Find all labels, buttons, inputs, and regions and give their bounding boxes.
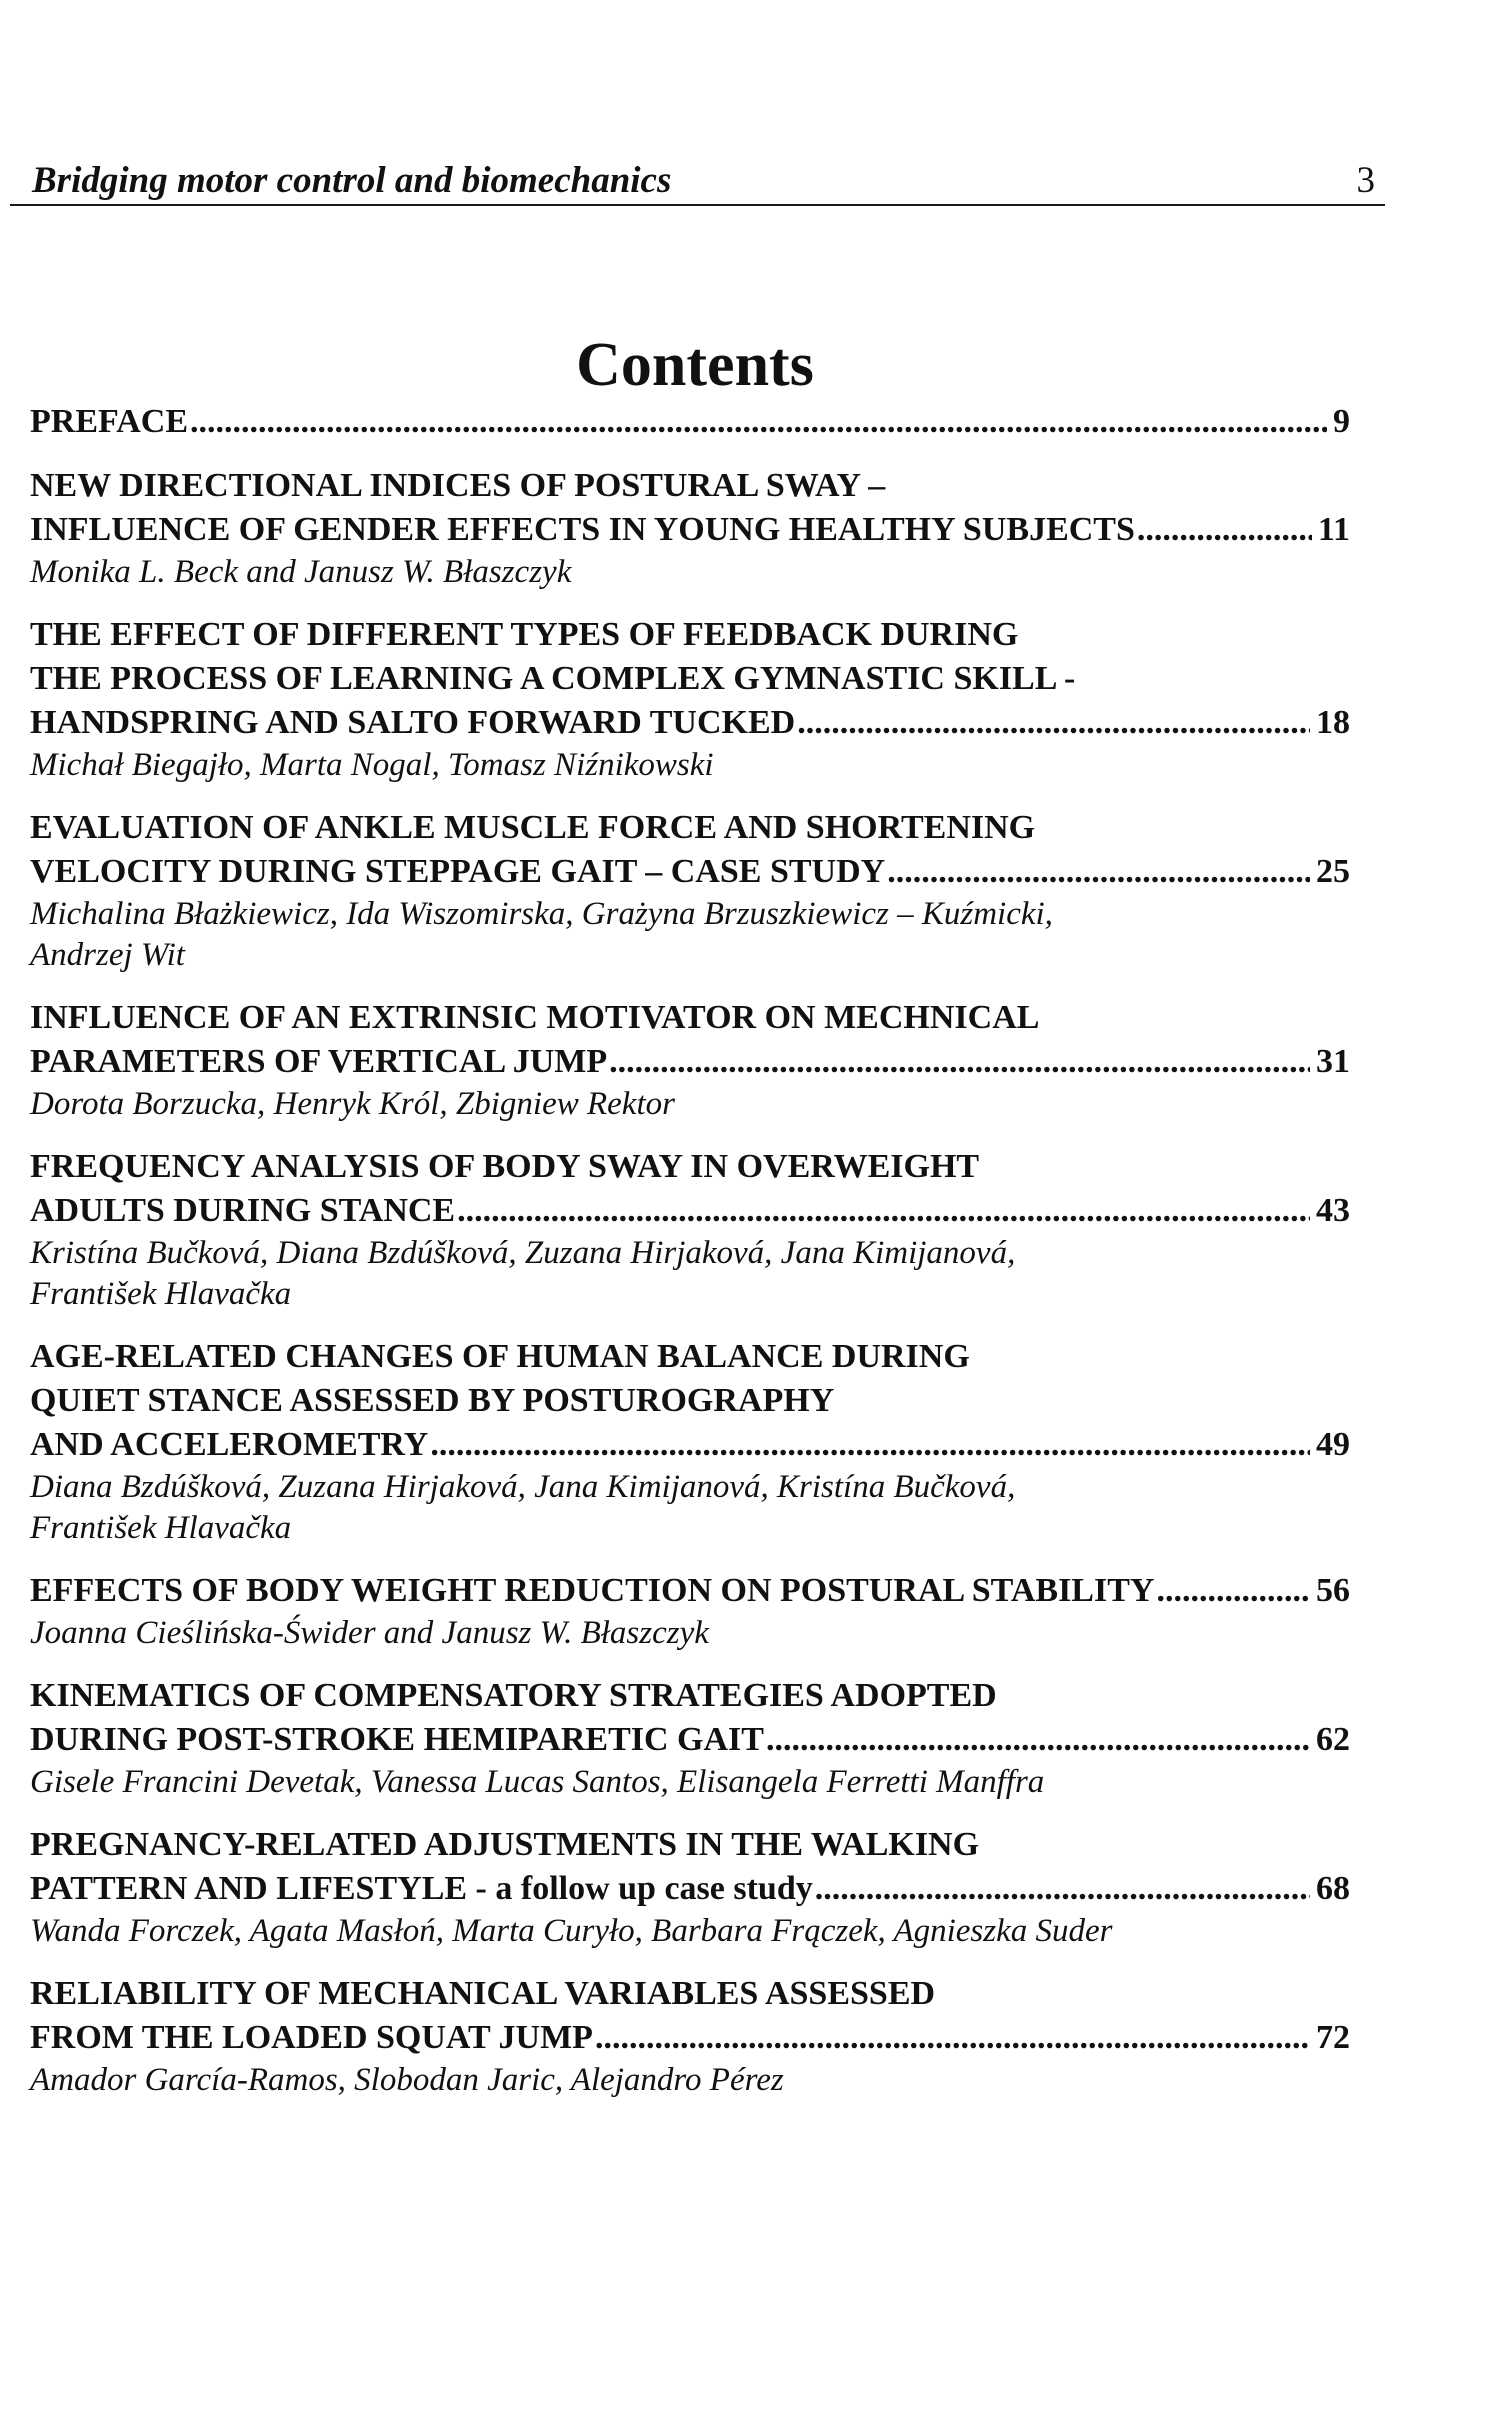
dot-leader [1137,508,1312,552]
toc-entry [30,1674,1350,1803]
dot-leader [1156,1569,1310,1613]
toc-entry-last-line [30,850,1350,894]
toc-entry [30,613,1350,786]
toc-entry-authors: František Hlavačka [30,1276,292,1312]
dot-leader [797,701,1310,745]
toc-entry-last-line [30,400,1350,444]
toc-entry-title-text: INFLUENCE OF GENDER EFFECTS IN YOUNG HEALTHY SUBJECTS [30,511,1135,548]
dot-leader [815,1867,1310,1911]
toc-entry-title-line: THE PROCESS OF LEARNING A COMPLEX GYMNASTIC SKILL - [30,660,1076,697]
toc-entry-page-number: 56 [1316,1572,1350,1609]
toc-entry-last-line [30,1423,1350,1467]
toc-entry-title-line: PREGNANCY-RELATED ADJUSTMENTS IN THE WALKING [30,1826,980,1863]
page-number: 3 [1356,160,1375,201]
dot-leader [609,1040,1310,1084]
contents-heading: Contents [576,331,814,399]
toc-entry-title-text: HANDSPRING AND SALTO FORWARD TUCKED [30,704,796,741]
toc-entry-page-number: 9 [1333,403,1350,440]
toc-entry-page-number: 72 [1316,2019,1350,2056]
toc-entry-page-number: 18 [1316,704,1350,741]
toc-entry-title-text: PATTERN AND LIFESTYLE - a follow up case study [30,1870,813,1907]
toc-entry [30,464,1350,593]
toc-entry-title-line: RELIABILITY OF MECHANICAL VARIABLES ASSESSED [30,1975,936,2012]
toc-entry [30,1972,1350,2101]
toc-entry-title-text: FROM THE LOADED SQUAT JUMP [30,2019,593,2056]
toc-entry [30,806,1350,976]
toc-entry-title-text: PARAMETERS OF VERTICAL JUMP [30,1043,608,1080]
toc-entry-authors: Diana Bzdúšková, Zuzana Hirjaková, Jana Kimijanová, Kristína Bučková, [30,1469,1016,1505]
dot-leader [457,1189,1310,1233]
toc-entry [30,1335,1350,1549]
table-of-contents [30,400,1350,2121]
toc-entry-last-line [30,1569,1350,1613]
toc-entry-authors: Andrzej Wit [30,937,185,973]
toc-entry-authors: Joanna Cieślińska-Świder and Janusz W. Błaszczyk [30,1615,709,1651]
toc-entry-last-line [30,1718,1350,1762]
toc-entry-title-line: QUIET STANCE ASSESSED BY POSTUROGRAPHY [30,1382,835,1419]
toc-entry-last-line [30,1040,1350,1084]
toc-entry-page-number: 31 [1316,1043,1350,1080]
toc-entry-title-text: PREFACE [30,403,189,440]
toc-entry-authors: Monika L. Beck and Janusz W. Błaszczyk [30,554,572,590]
toc-entry-authors: Dorota Borzucka, Henryk Król, Zbigniew Rektor [30,1086,675,1122]
toc-entry-title-text: EFFECTS OF BODY WEIGHT REDUCTION ON POSTURAL STABILITY [30,1572,1155,1609]
toc-entry [30,996,1350,1125]
toc-entry-authors: Michał Biegajło, Marta Nogal, Tomasz Niźnikowski [30,747,714,783]
dot-leader [595,2016,1310,2060]
toc-entry [30,1569,1350,1654]
toc-entry-title-line: EVALUATION OF ANKLE MUSCLE FORCE AND SHORTENING [30,809,1036,846]
toc-entry-authors: Gisele Francini Devetak, Vanessa Lucas Santos, Elisangela Ferretti Manffra [30,1764,1045,1800]
toc-entry-authors: Kristína Bučková, Diana Bzdúšková, Zuzana Hirjaková, Jana Kimijanová, [30,1235,1016,1271]
toc-entry-title-text: DURING POST-STROKE HEMIPARETIC GAIT [30,1721,764,1758]
toc-entry-title-text: AND ACCELEROMETRY [30,1426,429,1463]
toc-entry-authors: Amador García-Ramos, Slobodan Jaric, Alejandro Pérez [30,2062,784,2098]
toc-entry-page-number: 62 [1316,1721,1350,1758]
toc-entry-page-number: 49 [1316,1426,1350,1463]
toc-entry-last-line [30,508,1350,552]
toc-entry-page-number: 43 [1316,1192,1350,1229]
toc-entry-title-line: INFLUENCE OF AN EXTRINSIC MOTIVATOR ON MECHNICAL [30,999,1040,1036]
dot-leader [766,1718,1310,1762]
toc-entry-page-number: 11 [1317,511,1350,548]
toc-entry [30,1145,1350,1315]
dot-leader [430,1423,1310,1467]
toc-entry-title-line: THE EFFECT OF DIFFERENT TYPES OF FEEDBACK DURING [30,616,1019,653]
toc-entry-last-line [30,1867,1350,1911]
toc-entry-title-text: ADULTS DURING STANCE [30,1192,456,1229]
toc-entry-title-line: KINEMATICS OF COMPENSATORY STRATEGIES ADOPTED [30,1677,997,1714]
dot-leader [887,850,1310,894]
toc-entry-last-line [30,701,1350,745]
toc-entry-title-line: AGE-RELATED CHANGES OF HUMAN BALANCE DURING [30,1338,970,1375]
toc-entry-last-line [30,2016,1350,2060]
toc-entry-authors: Wanda Forczek, Agata Masłoń, Marta Curyło, Barbara Frączek, Agnieszka Suder [30,1913,1113,1949]
running-header [10,158,1385,206]
toc-entry-page-number: 68 [1316,1870,1350,1907]
toc-entry [30,400,1350,444]
dot-leader [190,400,1327,444]
running-title: Bridging motor control and biomechanics [32,160,672,201]
toc-entry-authors: František Hlavačka [30,1510,292,1546]
toc-entry-page-number: 25 [1316,853,1350,890]
toc-entry-last-line [30,1189,1350,1233]
toc-entry-authors: Michalina Błażkiewicz, Ida Wiszomirska, Grażyna Brzuszkiewicz – Kuźmicki, [30,896,1053,932]
toc-entry-title-line: FREQUENCY ANALYSIS OF BODY SWAY IN OVERWEIGHT [30,1148,980,1185]
toc-entry-title-text: VELOCITY DURING STEPPAGE GAIT – CASE STUDY [30,853,886,890]
toc-entry-title-line: NEW DIRECTIONAL INDICES OF POSTURAL SWAY – [30,467,886,504]
toc-entry [30,1823,1350,1952]
